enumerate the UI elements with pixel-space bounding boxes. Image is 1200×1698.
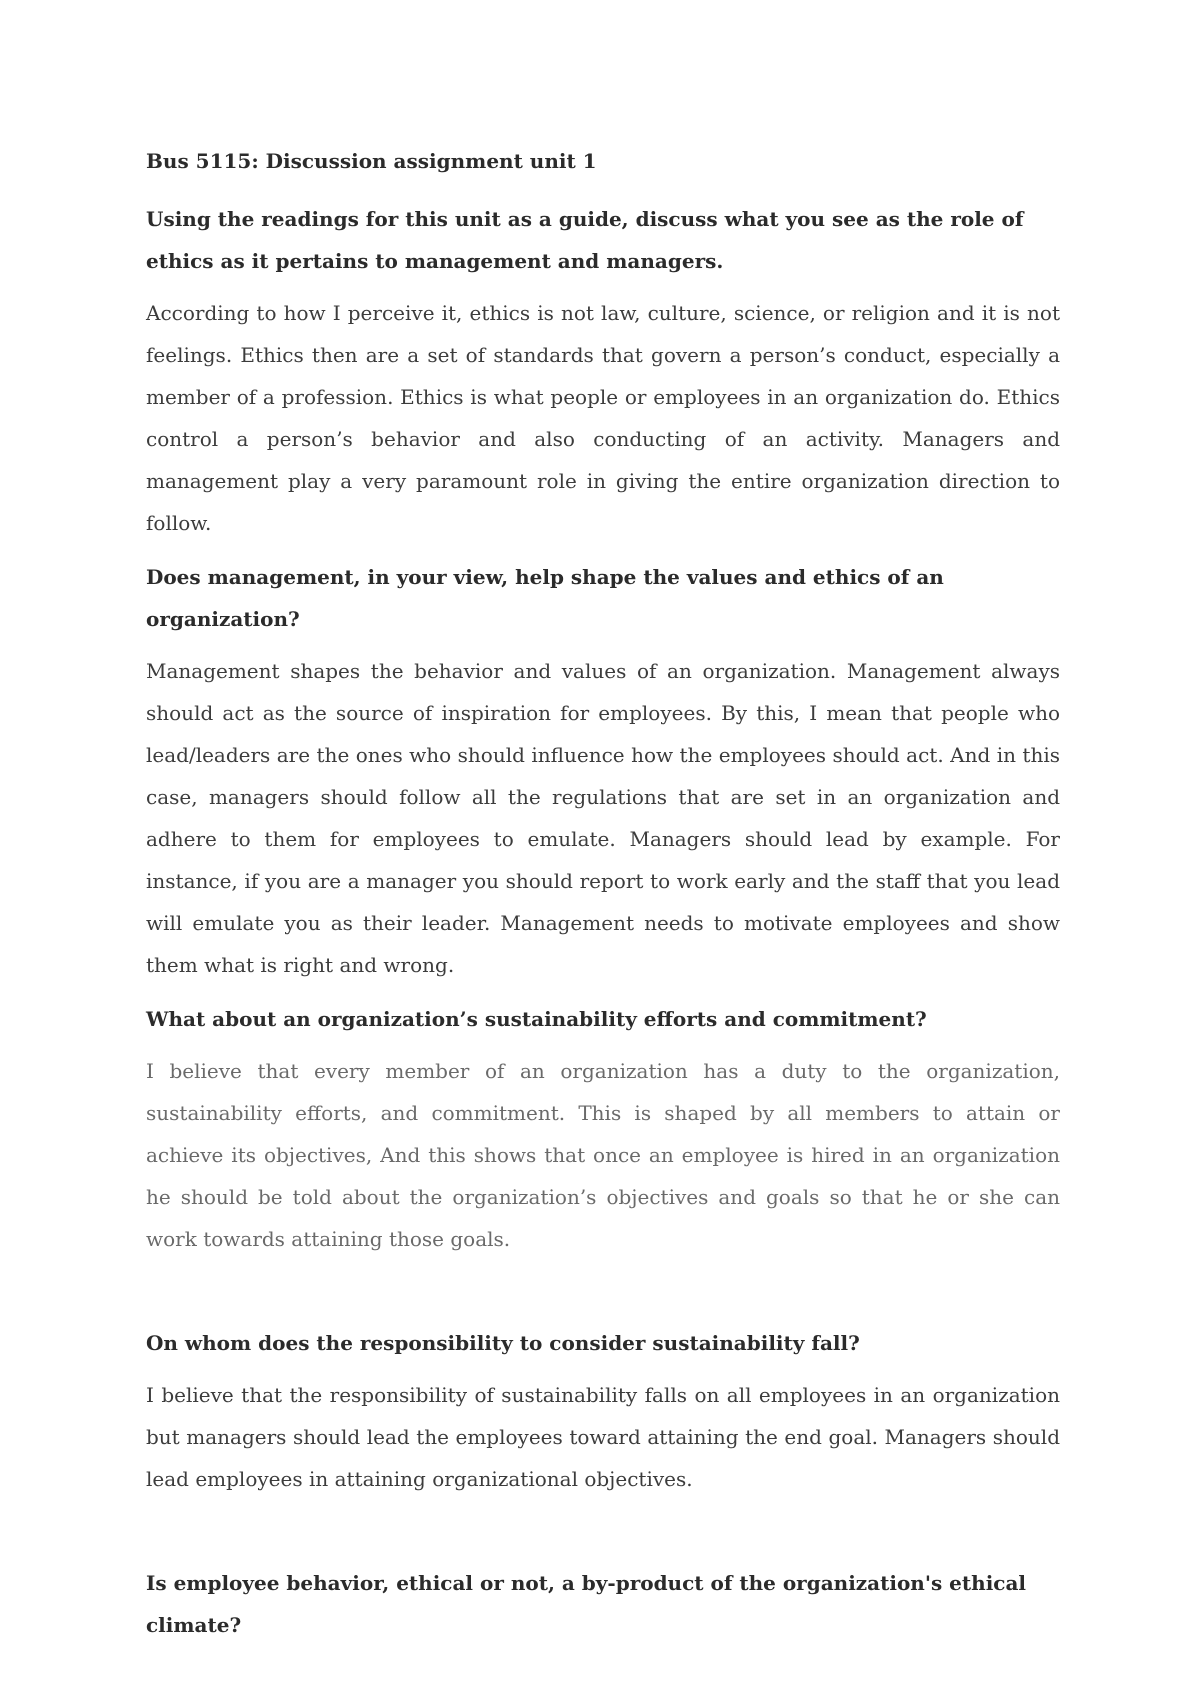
question-1: Using the readings for this unit as a guide, discuss what you see as the role of ethics as it pertains to management and managers. [146, 207, 1024, 273]
answer-4: I believe that the responsibility of sustainability falls on all employees in an organization but managers should lead the employees toward attaining the end goal. Managers should lead employees in attaining organizational objectives. [146, 1383, 1060, 1491]
document-title: Bus 5115: Discussion assignment unit 1 [146, 149, 597, 173]
answer-3: I believe that every member of an organization has a duty to the organization, sustainability efforts, and commitment. This is shaped by all members to attain or achieve its objectives, And this shows that once an employee is hired in an organization he should be told about the organization’s objectives and goals so that he or she can work towards attaining those goals. [146, 1059, 1060, 1251]
question-3: What about an organization’s sustainability efforts and commitment? [146, 1007, 927, 1031]
paragraph-spacer [146, 1512, 1060, 1562]
answer-2: Management shapes the behavior and values of an organization. Management always should act as the source of inspiration for employees. By this, I mean that people who lead/leaders are the ones who should influence how the employees should act. And in this case, managers should follow all the regulations that are set in an organization and adhere to them for employees to emulate. Managers should lead by example. For instance, if you are a manager you should report to work early and the staff that you lead will emulate you as their leader. Management needs to motivate employees and show them what is right and wrong. [146, 659, 1060, 977]
document-body [146, 140, 1060, 1656]
paragraph-spacer [146, 1272, 1060, 1322]
question-2: Does management, in your view, help shape the values and ethics of an organization? [146, 565, 944, 631]
question-5: Is employee behavior, ethical or not, a by-product of the organization's ethical climate? [146, 1571, 1027, 1637]
answer-1: According to how I perceive it, ethics is not law, culture, science, or religion and it is not feelings. Ethics then are a set of standards that govern a person’s conduct, especially a member of a profession. Ethics is what people or employees in an organization do. Ethics control a person’s behavior and also conducting of an activity. Managers and management play a very paramount role in giving the entire organization direction to follow. [146, 301, 1060, 535]
question-4: On whom does the responsibility to consider sustainability fall? [146, 1331, 860, 1355]
